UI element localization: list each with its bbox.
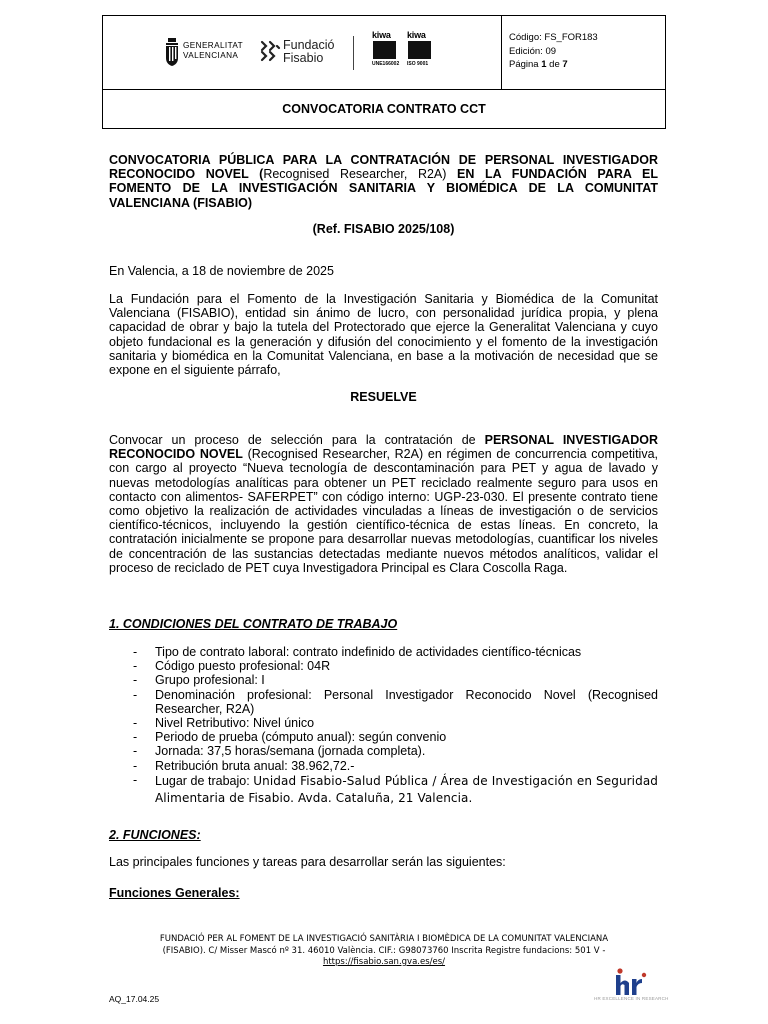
doc-page-line xyxy=(509,58,598,72)
resolve-heading: RESUELVE xyxy=(350,390,417,404)
contract-conditions-list xyxy=(109,645,658,807)
document-header xyxy=(102,15,666,129)
reference-number: (Ref. FISABIO 2025/108) xyxy=(312,222,455,236)
call-title-part1: CONVOCATORIA PÚBLICA PARA LA CONTRATACIÓN DE PERSONAL INVESTIGADOR RECONOCIDO NOVEL ( xyxy=(109,153,658,182)
list-item-workplace xyxy=(109,773,658,807)
generalitat-logo-line2: VALENCIANA xyxy=(183,51,239,60)
list-item: - Grupo profesional: I xyxy=(109,673,658,687)
kiwa-mark-icon xyxy=(373,41,396,59)
doc-edition-value: 09 xyxy=(545,45,557,57)
doc-code-label: Código: xyxy=(509,32,542,43)
list-item: - Periodo de prueba (cómputo anual): según convenio xyxy=(109,730,658,744)
footer-line1: FUNDACIÓ PER AL FOMENT DE LA INVESTIGACIÓ SANITÀRIA I BIOMÈDICA DE LA COMUNITAT VALENCIANA xyxy=(159,934,609,944)
doc-edition-line xyxy=(509,45,598,59)
section2-heading: 2. FUNCIONES: xyxy=(109,828,201,842)
resolve-rest: (Recognised Researcher, R2A) en régimen de concurrencia competitiva, con cargo al proyecto “Nueva tecnología de descontaminación para PET y agua de lavado y nuevas metodologías analíticas para obtener un PET reciclado realmente seguro para usos en contacto con alimentos- SAFERPET” con código interno: UGP-23-030. El presente contrato tiene como objetivo la realización de actividades vinculadas a líneas de investigación o de servicios científico-técnicos, incluyendo la gestión científico-técnica de estas líneas. En concreto, la contratación inicialmente se propone para desarrollar nuevas metodologías, cuantificar los niveles de concentración de las sustancias detectadas mediante nuevos métodos analíticos, validar el proceso de reciclado de PET cuya Investigadora Principal es Clara Coscolla Raga. xyxy=(109,447,658,575)
functions-intro: Las principales funciones y tareas para desarrollar serán las siguientes: xyxy=(109,855,506,869)
list-item: - Tipo de contrato laboral: contrato indefinido de actividades científico-técnicas xyxy=(109,645,658,659)
list-item: - Jornada: 37,5 horas/semana (jornada completa). xyxy=(109,744,658,758)
list-item: - Nivel Retributivo: Nivel único xyxy=(109,716,658,730)
logo-separator xyxy=(353,36,354,70)
list-item: - Código puesto profesional: 04R xyxy=(109,659,658,673)
kiwa-code: ISO 9001 xyxy=(407,61,429,67)
resolve-lead: Convocar un proceso de selección para la contratación de xyxy=(109,433,485,447)
generalitat-valenciana-logo xyxy=(165,38,244,71)
fisabio-dots-icon xyxy=(259,38,281,64)
general-functions-heading: Funciones Generales: xyxy=(109,886,240,900)
footer-line2: (FISABIO). C/ Misser Mascó nº 31. 46010 València. CIF.: G98073760 Inscrita Registre fundacions: 501 V - xyxy=(162,945,606,956)
fisabio-logo-line1: Fundació xyxy=(283,38,335,52)
fisabio-logo-text xyxy=(283,39,334,65)
section1-heading: 1. CONDICIONES DEL CONTRATO DE TRABAJO xyxy=(109,617,398,631)
footer-address xyxy=(110,934,658,969)
coat-of-arms-icon xyxy=(165,38,179,66)
fundacio-fisabio-logo xyxy=(259,38,335,69)
kiwa-wordmark: kiwa xyxy=(372,30,391,40)
resolve-position-name: PERSONAL INVESTIGADOR RECONOCIDO NOVEL xyxy=(109,433,658,462)
header-top-row xyxy=(103,16,665,90)
list-item: - Denominación profesional: Personal Investigador Reconocido Novel (Recognised Researcher, R2A) xyxy=(109,688,658,716)
intro-paragraph: La Fundación para el Fomento de la Investigación Sanitaria y Biomédica de la Comunitat Valenciana (FISABIO), entidad sin ánimo de lucro, con personalidad jurídica propia, y plena capacidad de obrar y bajo la tutela del Protectorado que ejerce la Generalitat Valenciana y cuyo objeto fundacional es la generación y difusión del conocimiento y el fomento de la investigación sanitaria y biomédica en la Comunitat Valenciana, en base a la motivación de necesidad que se expone en el siguiente párrafo, xyxy=(109,292,658,378)
call-title-part2: Recognised Researcher, R2A) xyxy=(263,167,447,182)
form-version-code: AQ_17.04.25 xyxy=(109,994,160,1004)
page-total: 7 xyxy=(562,59,568,70)
page-label: Página xyxy=(509,59,539,70)
kiwa-code: UNE166002 xyxy=(372,61,400,67)
doc-edition-label: Edición: xyxy=(509,45,543,57)
generalitat-logo-text xyxy=(183,41,243,61)
fisabio-logo-line2: Fisabio xyxy=(283,51,324,65)
kiwa-mark-icon xyxy=(408,41,431,59)
date-line: En Valencia, a 18 de noviembre de 2025 xyxy=(109,264,334,278)
contract-conditions xyxy=(109,645,658,807)
list-item: - Retribución bruta anual: 38.962,72.- xyxy=(109,759,658,773)
page-current: 1 xyxy=(541,59,547,70)
document-meta xyxy=(509,31,598,72)
header-logos xyxy=(103,16,502,89)
call-title-part3: EN LA FUNDACIÓN PARA EL FOMENTO DE LA INVESTIGACIÓN SANITARIA Y BIOMÉDICA DE LA COMUNITAT VALENCIANA (FISABIO) xyxy=(109,167,659,210)
document-type-title: CONVOCATORIA CONTRATO CCT xyxy=(282,102,486,116)
resolve-paragraph xyxy=(109,433,658,575)
kiwa-une-certification xyxy=(372,30,398,76)
page-of: de xyxy=(549,59,560,70)
hr-logo-caption: HR EXCELLENCE IN RESEARCH xyxy=(594,996,669,1001)
doc-code-line xyxy=(509,31,598,45)
workplace-value: Unidad Fisabio-Salud Pública / Área de Investigación en Seguridad Alimentaria de Fisabio. Avda. Cataluña, 21 Valencia. xyxy=(155,773,658,805)
kiwa-iso-certification xyxy=(407,30,433,76)
generalitat-logo-line1: GENERALITAT xyxy=(183,41,244,50)
doc-code-value: FS_FOR183 xyxy=(544,32,598,43)
footer-website-link[interactable]: https://fisabio.san.gva.es/es/ xyxy=(322,957,446,967)
kiwa-wordmark: kiwa xyxy=(407,30,426,40)
workplace-label: Lugar de trabajo: xyxy=(155,773,254,788)
call-title xyxy=(109,153,658,210)
